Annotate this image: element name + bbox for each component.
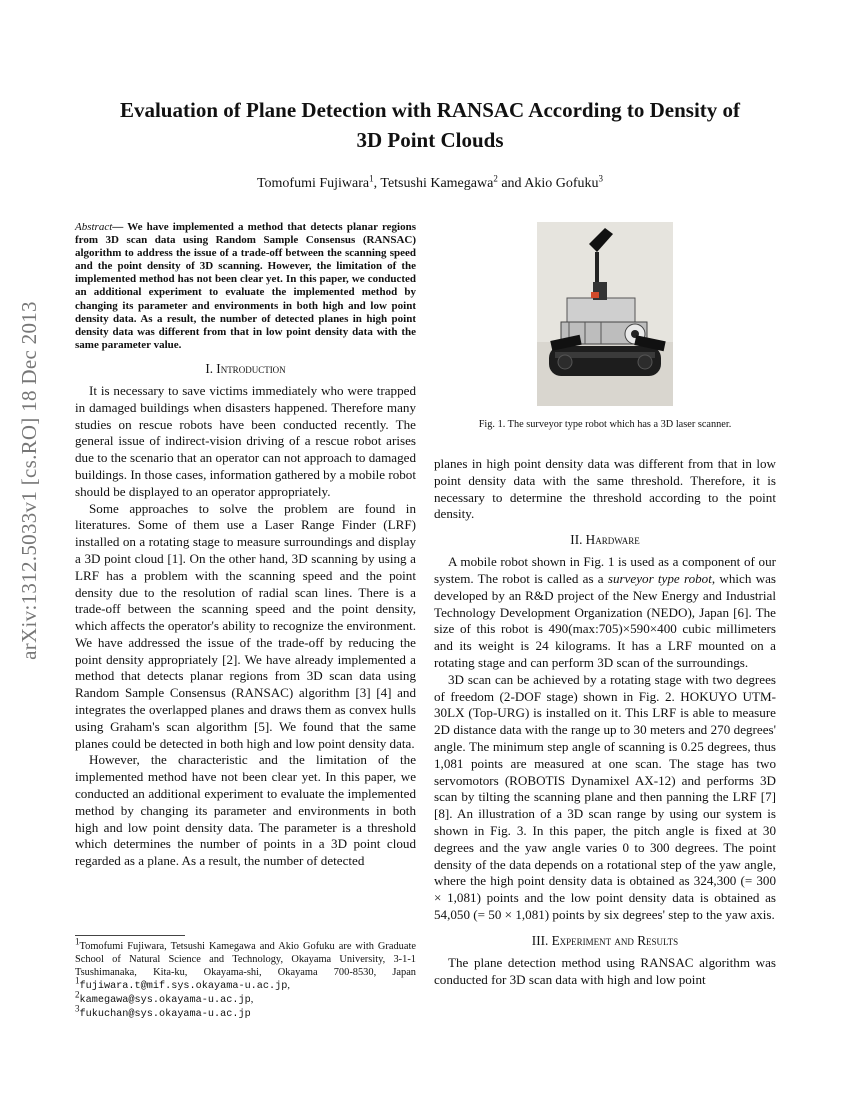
author-separator-1: , — [373, 176, 381, 191]
author-2-mark: 2 — [493, 173, 498, 184]
figure-1-robot-photo — [537, 222, 673, 406]
footnote-mark-1: 1 — [75, 936, 80, 947]
email-3[interactable]: fukuchan@sys.okayama-u.ac.jp — [79, 1009, 251, 1021]
email-1[interactable]: fujiwara.t@mif.sys.okayama-u.ac.jp — [79, 981, 288, 993]
hardware-p1-start: A mobile robot shown in Fig. 1 is used as a component of our system. The robot is called as a — [434, 554, 776, 586]
hardware-paragraph-1 — [434, 554, 776, 672]
hardware-p1-end: , which was developed by an R&D project of the New Energy and Industrial Technology Development Organization (NEDO), Japan [6]. The size of this robot is 490(max:705)×590×400 cubic millimeters and its weight is 24 kilograms. It has a LRF mounted on a rotating stage and can perform 3D scan of the surroundings. — [434, 570, 777, 670]
author-separator-2: and — [497, 176, 525, 191]
intro-paragraph-1: It is necessary to save victims immediately who were trapped in damaged buildings when disasters happened. Therefore many studies on rescue robots have been conducted recently. The general issue of indirect-vision driving of a rescue robot arises due to the scenario that an operator can not approach to damaged buildings. In those cases, information gathered by a mobile robot should be displayed to an operator appropriately. — [75, 382, 416, 499]
intro-paragraph-3: However, the characteristic and the limitation of the implemented method have not been clear yet. In this paper, we conducted an additional experiment to evaluate the implemented method by changing its parameter and environments in both high and low point density data. The parameter is a threshold which determines the number of points in a 3D point cloud regarded as a plane. As a result, the number of detected — [75, 752, 416, 869]
section-heading-hardware: II. Hardware — [570, 532, 640, 548]
paper-title — [80, 95, 780, 155]
abstract-heading: Abstract — [75, 221, 113, 233]
email-2[interactable]: kamegawa@sys.okayama-u.ac.jp — [79, 995, 251, 1007]
affiliation-footnote: $^1$Tomofumi Fujiwara, Tetsushi Kamegawa and Akio Gofuku are with Graduate School of Natural Science and Technology, Okayama University, 3-1-1 Tsushimanaka, Kita-ku, Okayama-shi, Okayama 700-8530, Japan $^1$fujiwara.t@mif.sys.okayama-u.ac.jp, $^2$kamegawa@sys.okayama-u.ac.jp, $^3$fukuchan@sys.okayama-u.ac.jp — [75, 936, 416, 1021]
experiment-paragraph-1: The plane detection method using RANSAC algorithm was conducted for 3D scan data with high and low point — [434, 954, 776, 987]
hardware-paragraph-2: 3D scan can be achieved by a rotating stage with two degrees of freedom (2-DOF stage) shown in Fig. 2. HOKUYO UTM-30LX (Top-URG) is installed on it. This LRF is able to measure 2D distance data with the range up to 30 meters and 270 degrees' angle. The minimum step angle of scanning is 0.25 degrees, thus 1,081 points are measured at one scan. The stage has two servomotors (ROBOTIS Dynamixel AX-12) and performs 3D scan by tilting the scanning plane and then panning the LRF [7] [8]. An illustration of a 3D scan range by using our system is shown in Fig. 3. In this paper, the pitch angle is fixed at 30 degrees and the yaw angle varies 0 to 300 degrees. The point density of the data depends on a rotational step of the yaw angle, where the high point density data is obtained as 324,300 (= 300 × 1,081) points and the low point density data is obtained as 54,050 (= 50 × 1,081) points by six degrees' step to the yaw axis. — [434, 671, 776, 922]
title-line-2: 3D Point Clouds — [356, 128, 504, 152]
footnote-mark-1b: 1 — [75, 975, 80, 986]
author-2: Tetsushi Kamegawa — [380, 176, 494, 191]
footnote-mark-3: 3 — [75, 1004, 80, 1014]
footnote-rule — [75, 935, 185, 936]
intro-paragraph-3-continued: planes in high point density data was different from that in low point density data with the same threshold. Therefore, it is necessary to determine the threshold according to the point density. — [434, 456, 776, 522]
right-column — [434, 222, 776, 988]
figure-1-caption: Fig. 1. The surveyor type robot which has a 3D laser scanner. — [478, 419, 732, 430]
author-list — [80, 174, 780, 194]
hardware-p1-emphasis: surveyor type robot — [607, 570, 712, 586]
arxiv-identifier: arXiv:1312.5033v1 [cs.RO] 18 Dec 2013 — [16, 300, 41, 660]
title-line-1: Evaluation of Plane Detection with RANSAC According to Density of — [119, 98, 741, 122]
author-1: Tomofumi Fujiwara — [256, 176, 370, 191]
section-heading-introduction: I. Introduction — [205, 360, 286, 376]
arxiv-side-stamp — [4, 260, 54, 700]
left-column — [75, 221, 416, 870]
robot-illustration — [537, 222, 673, 406]
section-heading-experiment: III. Experiment and Results — [531, 932, 679, 948]
footnote-text: Tomofumi Fujiwara, Tetsushi Kamegawa and Akio Gofuku are with Graduate School of Natural Science and Technology, Okayama University, 3-1-1 Tsushimanaka, Kita-ku, Okayama-shi, Okayama 700-8530, Japan — [75, 941, 416, 979]
author-3: Akio Gofuku — [524, 176, 599, 191]
abstract — [75, 221, 416, 352]
footnote-mark-2: 2 — [75, 989, 80, 1000]
author-3-mark: 3 — [598, 173, 604, 184]
abstract-text: — We have implemented a method that detects planar regions from 3D scan data using Random Sample Consensus (RANSAC) algorithm to address the issue of a trade-off between the scanning speed and the point density of 3D scanning. However, the limitation of the implemented method has not been clear yet. In this paper, we conducted an additional experiment to evaluate the implemented method by changing its parameter and environments in both high and low point density data. As a result, the number of detected planes in high point density data was different from that in low point density data with the same parameter value. — [75, 221, 416, 351]
author-1-mark: 1 — [369, 173, 374, 184]
intro-paragraph-2: Some approaches to solve the problem are found in literatures. Some of them use a Laser Range Finder (LRF) installed on a rotating stage to measure surroundings and display a 3D point cloud [1]. On the other hand, 3D scanning by using a LRF has a problem with the scanning speed and the point density due to the resolution of radial scan lines. There is a trade-off between the scanning speed and the point density, which affects the operator's ability to recognize the environment. We have addressed the issue of the trade-off by reducing the point density appropriately [2]. We have already implemented a method that detects planar regions from 3D scan data using Random Sample Consensus (RANSAC) algorithm [3] [4] and integrates the overlapped planes and draws them as convex hulls using Graham's scan algorithm [5]. We found that the same planes could be detected in both high and low point density data. — [75, 500, 416, 751]
